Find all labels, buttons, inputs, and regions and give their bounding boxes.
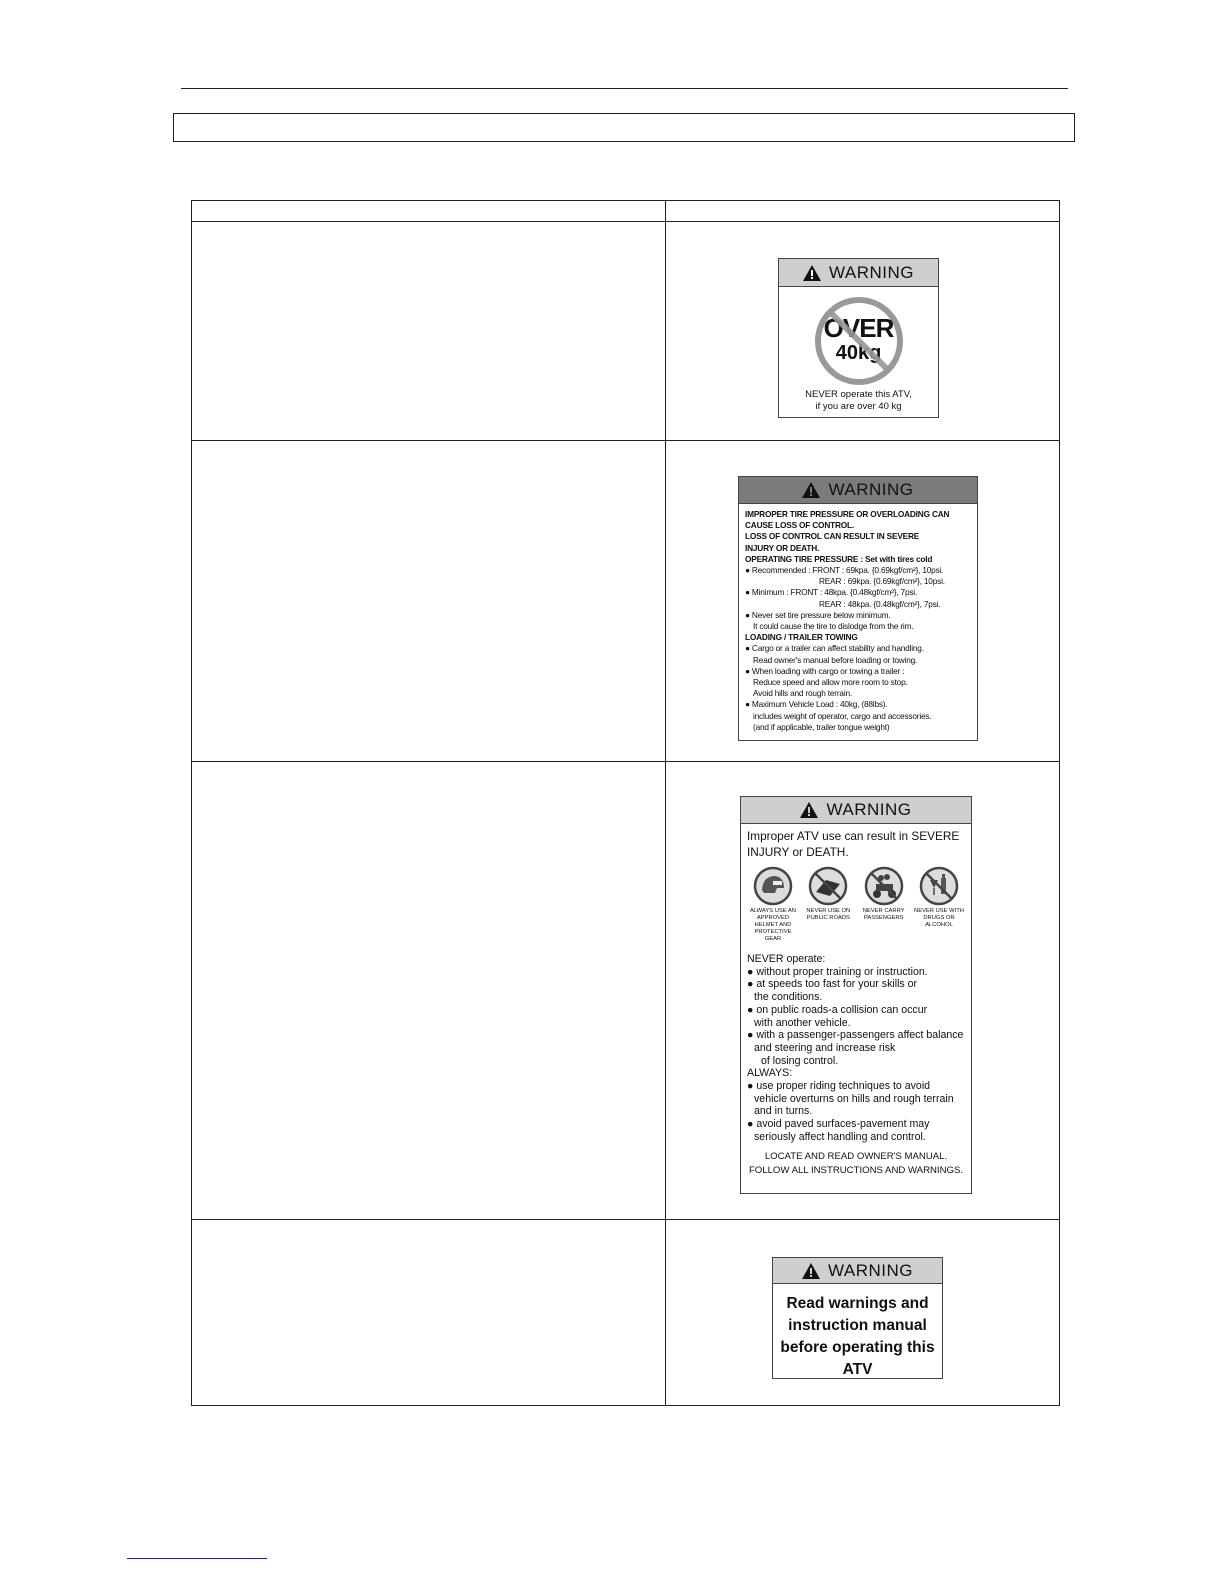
caption-line-2: if you are over 40 kg — [815, 401, 902, 412]
label-text-line: INJURY OR DEATH. — [745, 542, 820, 553]
label-text-line: ALWAYS: — [747, 1067, 793, 1080]
label-text-line: ● Cargo or a trailer can affect stability and handling. — [745, 643, 924, 654]
tire-pressure-warning-label — [738, 476, 978, 741]
label-text-line: ● Maximum Vehicle Load : 40kg, (88lbs). — [745, 699, 888, 710]
weight-limit-warning-label — [778, 258, 939, 418]
table-row — [192, 762, 1060, 1220]
warning-band — [773, 1258, 942, 1284]
label-text-line: vehicle overturns on hills and rough terrain — [754, 1092, 954, 1105]
badge-line-2: 40kg — [835, 342, 882, 364]
description-cell — [192, 222, 666, 441]
footer-line-2: FOLLOW ALL INSTRUCTIONS AND WARNINGS. — [748, 1164, 964, 1176]
read-manual-line-1: Read warnings and — [786, 1295, 929, 1312]
label-cell — [666, 1220, 1060, 1406]
intro-line-1: Improper ATV use can result in SEVERE — [747, 829, 960, 843]
footer-link-underline — [127, 1558, 267, 1559]
label-text-line: LOSS OF CONTROL CAN RESULT IN SEVERE — [745, 531, 920, 542]
warning-text: WARNING — [826, 800, 912, 819]
table-row — [192, 441, 1060, 762]
prohibition-slash-icon — [813, 295, 905, 387]
warning-band — [779, 259, 938, 287]
pictogram-caption: NEVER CARRY PASSENGERS — [862, 908, 905, 921]
label-text-line: ● without proper training or instruction. — [747, 965, 928, 978]
pictogram-caption: NEVER USE WITH DRUGS OR ALCOHOL — [914, 908, 964, 928]
warning-text: WARNING — [827, 1260, 914, 1280]
label-text-line: IMPROPER TIRE PRESSURE OR OVERLOADING CAN — [745, 509, 950, 519]
description-cell — [192, 1220, 666, 1406]
over-40kg-prohibition-icon — [813, 295, 905, 387]
warning-triangle-icon — [800, 802, 818, 818]
pictogram-row — [741, 860, 971, 943]
label-text-line: Avoid hills and rough terrain. — [753, 688, 853, 699]
read-manual-warning-label — [772, 1257, 943, 1379]
label-cell — [666, 222, 1060, 441]
pictogram-drugs-alcohol — [913, 866, 965, 943]
read-manual-line-4: ATV — [842, 1361, 873, 1378]
pictogram-helmet — [747, 866, 799, 943]
label-text-line: NEVER operate: — [747, 953, 826, 965]
label-text-line: seriously affect handling and control. — [754, 1130, 926, 1143]
badge-line-1: OVER — [823, 313, 894, 343]
no-passengers-icon — [864, 866, 904, 906]
pictogram-caption: NEVER USE ON PUBLIC ROADS — [806, 908, 851, 921]
pictogram-caption: ALWAYS USE AN APPROVED HELMET AND PROTECTIVE GEAR — [750, 908, 796, 942]
label-text-line: and in turns. — [754, 1105, 813, 1118]
warning-triangle-icon — [802, 1263, 820, 1279]
label-text-line: Read owner's manual before loading or towing. — [753, 654, 918, 665]
read-manual-text — [773, 1284, 942, 1381]
table-row — [192, 222, 1060, 441]
label-text-line: ● with a passenger-passengers affect balance — [747, 1029, 964, 1042]
label-text-line: OPERATING TIRE PRESSURE : Set with tires cold — [745, 553, 933, 564]
helmet-icon — [753, 866, 793, 906]
label-text-line: of losing control. — [761, 1054, 839, 1067]
label-text-line: ● Minimum : FRONT : 48kpa. {0.48kgf/cm²}, 7psi. — [745, 587, 918, 598]
header-cell-label — [666, 201, 1060, 222]
label-text-line: ● When loading with cargo or towing a trailer : — [745, 665, 905, 676]
intro-line-2: INJURY or DEATH. — [747, 845, 849, 859]
label-text-line: (and if applicable, trailer tongue weight) — [753, 721, 890, 732]
label-text-line: LOADING / TRAILER TOWING — [745, 632, 858, 643]
table-header-row — [192, 201, 1060, 222]
improper-use-list — [741, 943, 971, 1144]
label-cell — [666, 762, 1060, 1220]
label-cell — [666, 441, 1060, 762]
warning-labels-table — [191, 200, 1060, 1406]
section-heading-box — [173, 113, 1075, 142]
improper-use-footer — [741, 1150, 971, 1178]
label-text-line: ● at speeds too fast for your skills or — [747, 978, 918, 991]
read-manual-line-3: before operating this — [780, 1339, 935, 1356]
description-cell — [192, 762, 666, 1220]
label-text-line: It could cause the tire to dislodge from the rim. — [753, 621, 914, 632]
improper-use-intro — [741, 824, 971, 860]
label-text-line: REAR : 48kpa. {0.48kgf/cm²}, 7psi. — [819, 598, 941, 609]
label-text-line: ● use proper riding techniques to avoid — [747, 1080, 931, 1093]
warning-band — [739, 477, 977, 504]
label-text-line: ● Never set tire pressure below minimum. — [745, 609, 891, 620]
label-text-line: REAR : 69kpa. {0.69kgf/cm²}, 10psi. — [819, 576, 945, 587]
label-text-line: and steering and increase risk — [754, 1041, 896, 1054]
caption-line-1: NEVER operate this ATV, — [805, 389, 912, 400]
label-text-line: ● on public roads-a collision can occur — [747, 1003, 928, 1016]
header-cell-description — [192, 201, 666, 222]
no-public-roads-icon — [808, 866, 848, 906]
weight-caption — [779, 389, 938, 413]
header-rule — [181, 88, 1068, 89]
label-text-line: with another vehicle. — [754, 1016, 851, 1029]
warning-triangle-icon — [802, 482, 820, 498]
improper-use-warning-label — [740, 796, 972, 1194]
table-row — [192, 1220, 1060, 1406]
label-text-line: the conditions. — [754, 991, 823, 1004]
read-manual-line-2: instruction manual — [788, 1317, 927, 1334]
footer-line-1: LOCATE AND READ OWNER'S MANUAL. — [764, 1150, 948, 1162]
warning-text: WARNING — [828, 480, 914, 499]
warning-triangle-icon — [803, 265, 821, 281]
warning-text: WARNING — [828, 262, 915, 282]
label-text-line: ● avoid paved surfaces-pavement may — [747, 1118, 930, 1131]
pictogram-passengers — [858, 866, 910, 943]
warning-band — [741, 797, 971, 824]
tire-pressure-text — [739, 504, 977, 733]
label-text-line: CAUSE LOSS OF CONTROL. — [745, 520, 854, 531]
label-text-line: Reduce speed and allow more room to stop. — [753, 677, 908, 688]
description-cell — [192, 441, 666, 762]
label-text-line: includes weight of operator, cargo and accessories. — [753, 710, 932, 721]
label-text-line: ● Recommended : FRONT : 69kpa. {0.69kgf/cm²}, 10psi. — [745, 565, 944, 576]
pictogram-public-roads — [802, 866, 854, 943]
no-drugs-alcohol-icon — [919, 866, 959, 906]
